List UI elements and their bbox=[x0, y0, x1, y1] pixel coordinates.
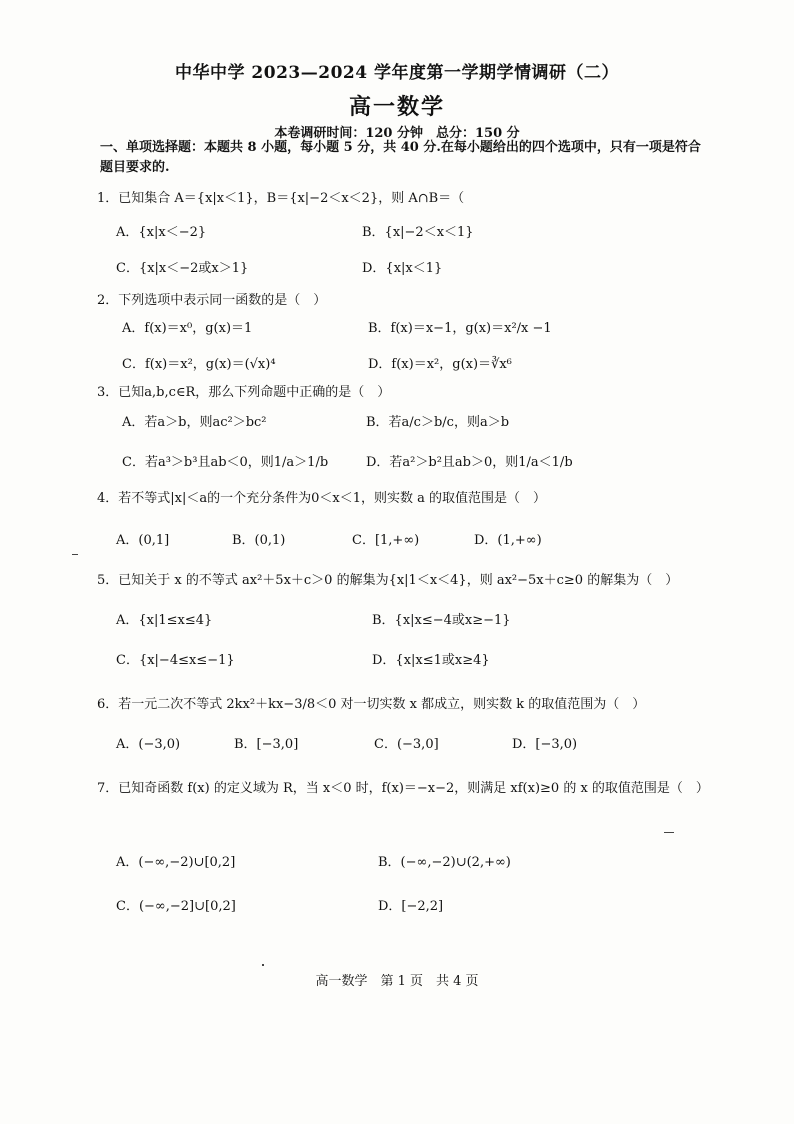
question-2-option-c: C．f(x)＝x²，g(x)＝(√x)⁴ bbox=[122, 357, 276, 372]
question-7-stem: 7．已知奇函数 f(x) 的定义域为 R，当 x＜0 时，f(x)＝−x−2，则满足 xf(x)≥0 的 x 的取值范围是（ ） bbox=[97, 781, 709, 796]
question-7-option-b: B．(−∞,−2)∪(2,+∞) bbox=[378, 855, 511, 870]
section-heading: 一、单项选择题：本题共 8 小题，每小题 5 分，共 40 分.在每小题给出的四个选项中，只有一项是符合题目要求的. bbox=[100, 140, 701, 175]
question-5-option-b: B．{x|x≤−4或x≥−1} bbox=[372, 613, 511, 628]
question-1-option-d: D．{x|x＜1} bbox=[362, 261, 443, 276]
question-3-option-d: D．若a²＞b²且ab＞0，则1/a＜1/b bbox=[366, 455, 573, 470]
question-1-option-c: C．{x|x＜−2或x＞1} bbox=[116, 261, 249, 276]
question-6-option-d: D．[−3,0) bbox=[512, 737, 578, 752]
question-5-stem: 5．已知关于 x 的不等式 ax²＋5x＋c＞0 的解集为{x|1＜x＜4}，则 ax²−5x＋c≥0 的解集为（ ） bbox=[97, 573, 679, 588]
question-2-option-b: B．f(x)＝x−1，g(x)＝x²/x −1 bbox=[368, 321, 552, 336]
question-1-stem: 1．已知集合 A＝{x|x＜1}，B＝{x|−2＜x＜2}，则 A∩B＝（ bbox=[97, 191, 465, 206]
question-6-option-b: B．[−3,0] bbox=[234, 737, 299, 752]
question-2-option-a: A．f(x)＝x⁰，g(x)＝1 bbox=[122, 321, 253, 336]
question-3-option-c: C．若a³＞b³且ab＜0，则1/a＞1/b bbox=[122, 455, 329, 470]
question-4-option-c: C．[1,+∞) bbox=[352, 533, 420, 548]
question-4-option-b: B．(0,1) bbox=[232, 533, 286, 548]
exam-title: 中华中学 2023—2024 学年度第一学期学情调研（二） bbox=[175, 63, 619, 83]
question-1-option-a: A．{x|x＜−2} bbox=[116, 225, 207, 240]
page-footer: 高一数学 第 1 页 共 4 页 bbox=[315, 974, 479, 989]
question-7-option-d: D．[−2,2] bbox=[378, 899, 444, 914]
question-3-option-b: B．若a/c＞b/c，则a＞b bbox=[366, 415, 510, 430]
question-7-option-c: C．(−∞,−2]∪[0,2] bbox=[116, 899, 236, 914]
question-6-option-a: A．(−3,0) bbox=[116, 737, 181, 752]
question-4-option-d: D．(1,+∞) bbox=[474, 533, 542, 548]
question-5-option-d: D．{x|x≤1或x≥4} bbox=[372, 653, 490, 668]
question-5-option-a: A．{x|1≤x≤4} bbox=[116, 613, 213, 628]
question-3-option-a: A．若a＞b，则ac²＞bc² bbox=[122, 415, 267, 430]
exam-subject: 高一数学 bbox=[348, 94, 445, 120]
question-1-option-b: B．{x|−2＜x＜1} bbox=[362, 225, 474, 240]
question-2-option-d: D．f(x)＝x²，g(x)＝∛x⁶ bbox=[368, 357, 512, 372]
exam-time-info: 本卷调研时间：120 分钟 总分：150 分 bbox=[274, 126, 520, 141]
scan-speck bbox=[262, 964, 264, 966]
question-2-stem: 2．下列选项中表示同一函数的是（ ） bbox=[97, 293, 327, 308]
question-5-option-c: C．{x|−4≤x≤−1} bbox=[116, 653, 235, 668]
scan-speck bbox=[664, 832, 674, 833]
question-7-option-a: A．(−∞,−2)∪[0,2] bbox=[116, 855, 236, 870]
question-4-option-a: A．(0,1] bbox=[116, 533, 170, 548]
question-4-stem: 4．若不等式|x|＜a的一个充分条件为0＜x＜1，则实数 a 的取值范围是（ ） bbox=[97, 491, 547, 506]
question-6-stem: 6．若一元二次不等式 2kx²＋kx−3/8＜0 对一切实数 x 都成立，则实数 k 的取值范围为（ ） bbox=[97, 697, 646, 712]
scan-speck bbox=[72, 554, 78, 555]
question-6-option-c: C．(−3,0] bbox=[374, 737, 439, 752]
question-3-stem: 3．已知a,b,c∈R，那么下列命题中正确的是（ ） bbox=[97, 385, 391, 400]
